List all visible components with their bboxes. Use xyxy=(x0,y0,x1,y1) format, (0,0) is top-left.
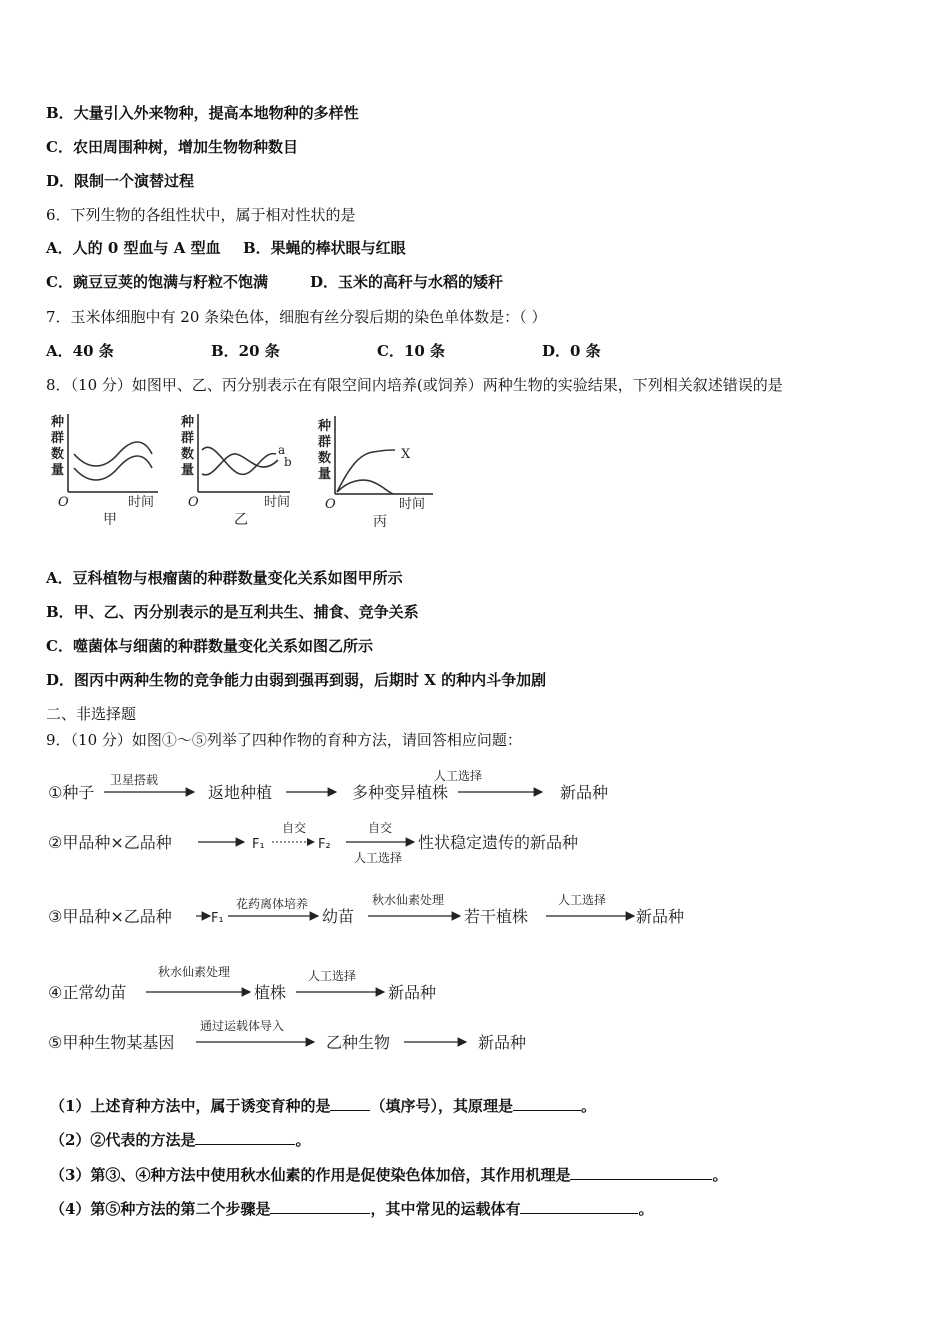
x-label: 时间 xyxy=(264,495,291,510)
r3-node3: 若干植株 xyxy=(464,907,529,926)
curve-a-label: a xyxy=(278,443,286,457)
y-label-2: 群 xyxy=(51,431,65,446)
y-label-1: 种 xyxy=(181,415,195,430)
figure-bing xyxy=(315,408,445,530)
y-label-2: 群 xyxy=(181,431,195,446)
q9-sub4-text-a: （4）第⑤种方法的第二个步骤是 xyxy=(50,1200,271,1218)
origin-label: O xyxy=(188,495,199,510)
curve-x-label: X xyxy=(401,447,411,462)
q9-sub4-text-b: ，其中常见的运载体有 xyxy=(370,1200,521,1218)
q9-sub2-text-a: （2）②代表的方法是 xyxy=(50,1131,196,1149)
x-label: 时间 xyxy=(128,495,155,510)
q8-option-b: B．甲、乙、丙分别表示的是互利共生、捕食、竞争关系 xyxy=(46,603,419,621)
q9-sub1-blank-2[interactable] xyxy=(513,1095,581,1111)
q5-option-b: B．大量引入外来物种，提高本地物种的多样性 xyxy=(46,104,359,122)
q9-sub2-blank-1[interactable] xyxy=(195,1129,295,1145)
x-label: 时间 xyxy=(399,497,426,512)
q8-option-d: D．图丙中两种生物的竞争能力由弱到强再到弱，后期时 X 的种内斗争加剧 xyxy=(46,671,547,689)
y-label-3: 数 xyxy=(318,451,332,466)
r2-start: ②甲品种×乙品种 xyxy=(48,833,172,852)
q9-sub2 xyxy=(50,1129,310,1150)
curve-upper xyxy=(74,442,152,466)
r3-start: ③甲品种×乙品种 xyxy=(48,907,172,926)
r3-node1: F₁ xyxy=(211,911,224,926)
q9-sub1 xyxy=(50,1095,596,1116)
q9-sub3-blank-1[interactable] xyxy=(570,1164,712,1180)
r3-arrow2-label: 秋水仙素处理 xyxy=(372,893,445,907)
q9-sub4-blank-2[interactable] xyxy=(520,1198,638,1214)
figure-bing-title: 丙 xyxy=(373,514,387,530)
section-heading: 二、非选择题 xyxy=(46,705,137,723)
r1-end: 新品种 xyxy=(560,783,609,802)
curve-b xyxy=(202,454,278,475)
y-label-3: 数 xyxy=(51,447,65,462)
r1-arrow2-label: 人工选择 xyxy=(434,769,483,783)
y-label-1: 种 xyxy=(51,415,65,430)
r4-arrow2-label: 人工选择 xyxy=(308,969,357,983)
q5-option-d: D．限制一个演替过程 xyxy=(46,172,195,190)
q6-option-b: B．果蝇的棒状眼与红眼 xyxy=(243,239,406,257)
r1-node1: 返地种植 xyxy=(208,783,273,802)
r5-node1: 乙种生物 xyxy=(326,1033,391,1052)
q9-sub4 xyxy=(50,1198,653,1219)
r4-arrow1-label: 秋水仙素处理 xyxy=(158,965,231,979)
curve-other xyxy=(337,480,393,494)
r5-end: 新品种 xyxy=(478,1033,527,1052)
q8-option-a: A．豆科植物与根瘤菌的种群数量变化关系如图甲所示 xyxy=(46,569,403,587)
q9-sub1-blank-1[interactable] xyxy=(330,1095,370,1111)
q6-stem: 6．下列生物的各组性状中，属于相对性状的是 xyxy=(46,206,356,224)
r2-node1: F₁ xyxy=(252,837,265,852)
r2-arrow2-label: 自交 xyxy=(368,821,393,835)
r5-arrow1-label: 通过运载体导入 xyxy=(200,1019,285,1033)
y-label-4: 量 xyxy=(181,463,195,478)
origin-label: O xyxy=(325,497,336,512)
q9-sub1-text-a: （1）上述育种方法中，属于诱变育种的是 xyxy=(50,1097,331,1115)
y-label-2: 群 xyxy=(318,435,332,450)
q9-stem: 9．（10 分）如图①～⑤列举了四种作物的育种方法，请回答相应问题： xyxy=(46,731,522,749)
y-label-3: 数 xyxy=(181,447,195,462)
q9-sub2-period: 。 xyxy=(295,1131,311,1149)
r2-arrow1-label: 自交 xyxy=(282,821,307,835)
q9-sub3-period: 。 xyxy=(712,1166,728,1184)
r4-end: 新品种 xyxy=(388,983,437,1002)
q7-option-a: A．40 条 xyxy=(46,342,114,360)
q7-stem: 7．玉米体细胞中有 20 条染色体，细胞有丝分裂后期的染色单体数是：（ ） xyxy=(46,308,547,326)
r3-arrow1-label: 花药离体培养 xyxy=(236,897,309,911)
r5-start: ⑤甲种生物某基因 xyxy=(48,1033,175,1052)
q6-option-d: D．玉米的高秆与水稻的矮秆 xyxy=(310,273,504,291)
q9-sub4-blank-1[interactable] xyxy=(270,1198,370,1214)
y-label-4: 量 xyxy=(318,467,332,482)
q7-option-d: D．0 条 xyxy=(542,342,601,360)
q9-sub1-period: 。 xyxy=(580,1097,596,1115)
q7-option-c: C．10 条 xyxy=(377,342,446,360)
q9-sub3-text-a: （3）第③、④种方法中使用秋水仙素的作用是促使染色体加倍，其作用机理是 xyxy=(50,1166,571,1184)
r1-arrow1-label: 卫星搭载 xyxy=(110,773,159,787)
r1-start: ①种子 xyxy=(48,783,95,802)
r2-arrow2-sublabel: 人工选择 xyxy=(354,851,403,865)
r2-end: 性状稳定遗传的新品种 xyxy=(418,833,579,852)
q8-stem: 8．（10 分）如图甲、乙、丙分别表示在有限空间内培养(或饲养）两种生物的实验结果，下列相关叙述错误的是 xyxy=(46,376,783,394)
r1-node2: 多种变异植株 xyxy=(352,783,449,802)
q6-option-a: A．人的 0 型血与 A 型血 xyxy=(46,239,221,257)
q9-sub4-period: 。 xyxy=(638,1200,654,1218)
q6-option-c: C．豌豆豆荚的饱满与籽粒不饱满 xyxy=(46,273,268,291)
r3-node2: 幼苗 xyxy=(322,907,355,926)
figure-jia-title: 甲 xyxy=(103,512,117,528)
q5-option-c: C．农田周围种树，增加生物物种数目 xyxy=(46,138,298,156)
q9-sub3 xyxy=(50,1164,727,1185)
y-label-1: 种 xyxy=(318,419,332,434)
r4-start: ④正常幼苗 xyxy=(48,983,127,1002)
r4-node1: 植株 xyxy=(254,983,287,1002)
r3-end: 新品种 xyxy=(636,907,685,926)
origin-label: O xyxy=(58,495,69,510)
figure-yi-title: 乙 xyxy=(234,512,248,528)
q7-option-b: B．20 条 xyxy=(211,342,280,360)
curve-b-label: b xyxy=(284,455,292,469)
figure-jia xyxy=(48,408,168,530)
r2-node2: F₂ xyxy=(318,837,331,852)
figure-yi xyxy=(178,408,303,530)
q8-option-c: C．噬菌体与细菌的种群数量变化关系如图乙所示 xyxy=(46,637,373,655)
breeding-diagram xyxy=(46,762,746,1062)
y-label-4: 量 xyxy=(51,463,65,478)
q9-sub1-text-b: （填序号），其原理是 xyxy=(370,1097,513,1115)
r3-arrow3-label: 人工选择 xyxy=(558,893,607,907)
